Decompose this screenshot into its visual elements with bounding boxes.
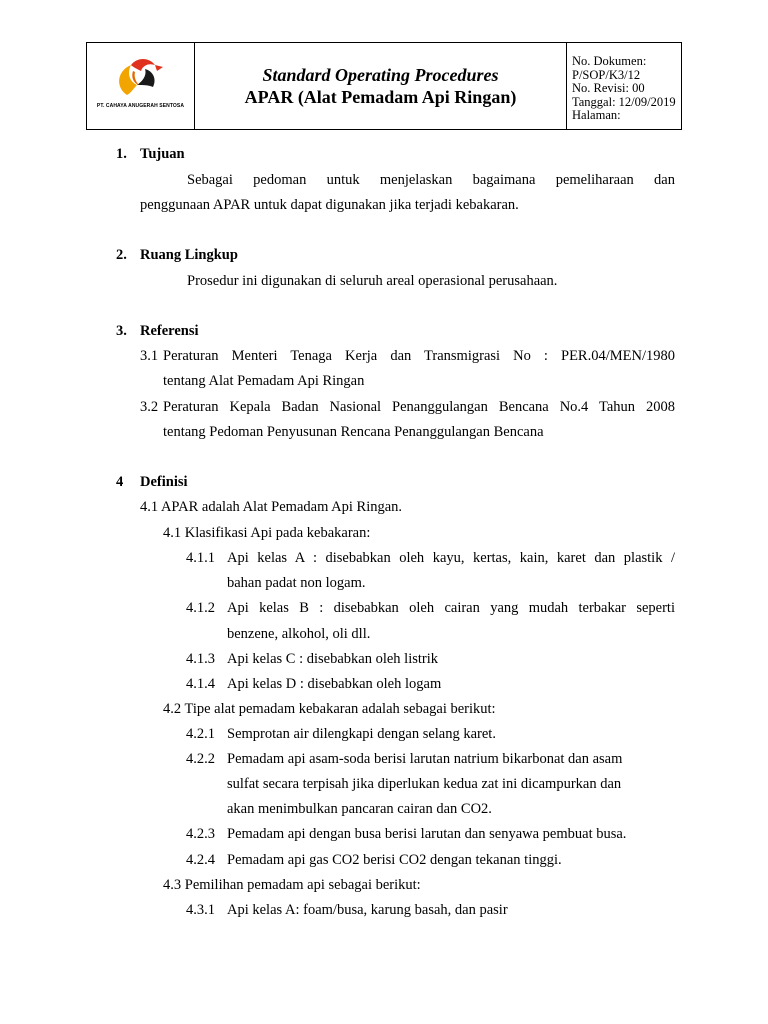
item-4-2-2-line-2: sulfat secara terpisah jika diperlukan kedua zat ini dicampurkan dan <box>227 776 622 792</box>
doc-number: No. Dokumen: P/SOP/K3/12 <box>572 54 647 82</box>
item-4-1-4-text: Api kelas D : disebabkan oleh logam <box>227 676 442 692</box>
item-4-2-1-number: 4.2.1 <box>186 726 215 742</box>
item-4-2-2-number: 4.2.2 <box>186 751 215 767</box>
item-4-1-1-number: 4.1.1 <box>186 550 215 566</box>
item-4-1-1-line-2: bahan padat non logam. <box>227 575 366 591</box>
title-cell <box>195 43 567 129</box>
section-1-paragraph-line-2: penggunaan APAR untuk dapat digunakan jika terjadi kebakaran. <box>140 197 519 213</box>
document-header <box>86 42 682 130</box>
item-4-2-1-text: Semprotan air dilengkapi dengan selang karet. <box>227 726 496 742</box>
section-4-number: 4 <box>116 474 124 490</box>
section-3-number: 3. <box>116 323 127 339</box>
reference-3-2-number: 3.2 <box>140 399 159 415</box>
types-heading: 4.2 Tipe alat pemadam kebakaran adalah sebagai berikut: <box>163 701 496 717</box>
reference-3-1-line-2: tentang Alat Pemadam Api Ringan <box>163 373 365 389</box>
item-4-3-1-number: 4.3.1 <box>186 902 215 918</box>
section-2-paragraph: Prosedur ini digunakan di seluruh areal operasional perusahaan. <box>187 273 558 289</box>
item-4-2-3-number: 4.2.3 <box>186 826 215 842</box>
section-4-title: Definisi <box>140 474 188 490</box>
item-4-1-2-line-1: Api kelas B : disebabkan oleh cairan yang mudah terbakar seperti <box>227 600 675 616</box>
rooster-logo-icon <box>97 51 185 103</box>
section-1-number: 1. <box>116 146 127 162</box>
selection-heading: 4.3 Pemilihan pemadam api sebagai berikut: <box>163 877 421 893</box>
section-2-title: Ruang Lingkup <box>140 247 238 263</box>
item-4-1-2-line-2: benzene, alkohol, oli dll. <box>227 626 371 642</box>
item-4-2-3-text: Pemadam api dengan busa berisi larutan dan senyawa pembuat busa. <box>227 826 627 842</box>
reference-3-2-line-2: tentang Pedoman Penyusunan Rencana Penanggulangan Bencana <box>163 424 544 440</box>
document-subtitle: APAR (Alat Pemadam Api Ringan) <box>244 87 517 107</box>
definition-4-1: 4.1 APAR adalah Alat Pemadam Api Ringan. <box>140 499 403 515</box>
meta-cell <box>567 43 681 129</box>
document-title: Standard Operating Procedures <box>262 65 499 85</box>
logo-cell <box>87 43 195 129</box>
reference-3-2-line-1: Peraturan Kepala Badan Nasional Penanggulangan Bencana No.4 Tahun 2008 <box>163 399 675 415</box>
item-4-1-3-number: 4.1.3 <box>186 651 215 667</box>
reference-3-1-line-1: Peraturan Menteri Tenaga Kerja dan Transmigrasi No : PER.04/MEN/1980 <box>163 348 675 364</box>
classification-heading: 4.1 Klasifikasi Api pada kebakaran: <box>163 525 371 541</box>
section-3-title: Referensi <box>140 323 199 339</box>
item-4-1-1-line-1: Api kelas A : disebabkan oleh kayu, kertas, kain, karet dan plastik / <box>227 550 675 566</box>
doc-date: Tanggal: 12/09/2019 <box>572 94 676 109</box>
item-4-1-4-number: 4.1.4 <box>186 676 215 692</box>
revision-number: No. Revisi: 00 <box>572 81 645 95</box>
reference-3-1-number: 3.1 <box>140 348 159 364</box>
item-4-2-2-line-1: Pemadam api asam-soda berisi larutan natrium bikarbonat dan asam <box>227 751 623 767</box>
item-4-2-4-number: 4.2.4 <box>186 852 215 868</box>
section-1-title: Tujuan <box>140 146 185 162</box>
item-4-2-2-line-3: akan menimbulkan pancaran cairan dan CO2. <box>227 801 492 817</box>
section-1-paragraph-line-1: Sebagai pedoman untuk menjelaskan bagaimana pemeliharaan dan <box>187 172 675 188</box>
logo-company-name: PT. CAHAYA ANUGERAH SENTOSA <box>96 103 185 109</box>
item-4-1-2-number: 4.1.2 <box>186 600 215 616</box>
item-4-3-1-text: Api kelas A: foam/busa, karung basah, dan pasir <box>227 902 508 918</box>
page-number: Halaman: <box>572 108 621 122</box>
item-4-2-4-text: Pemadam api gas CO2 berisi CO2 dengan tekanan tinggi. <box>227 852 562 868</box>
section-2-number: 2. <box>116 247 127 263</box>
item-4-1-3-text: Api kelas C : disebabkan oleh listrik <box>227 651 439 667</box>
